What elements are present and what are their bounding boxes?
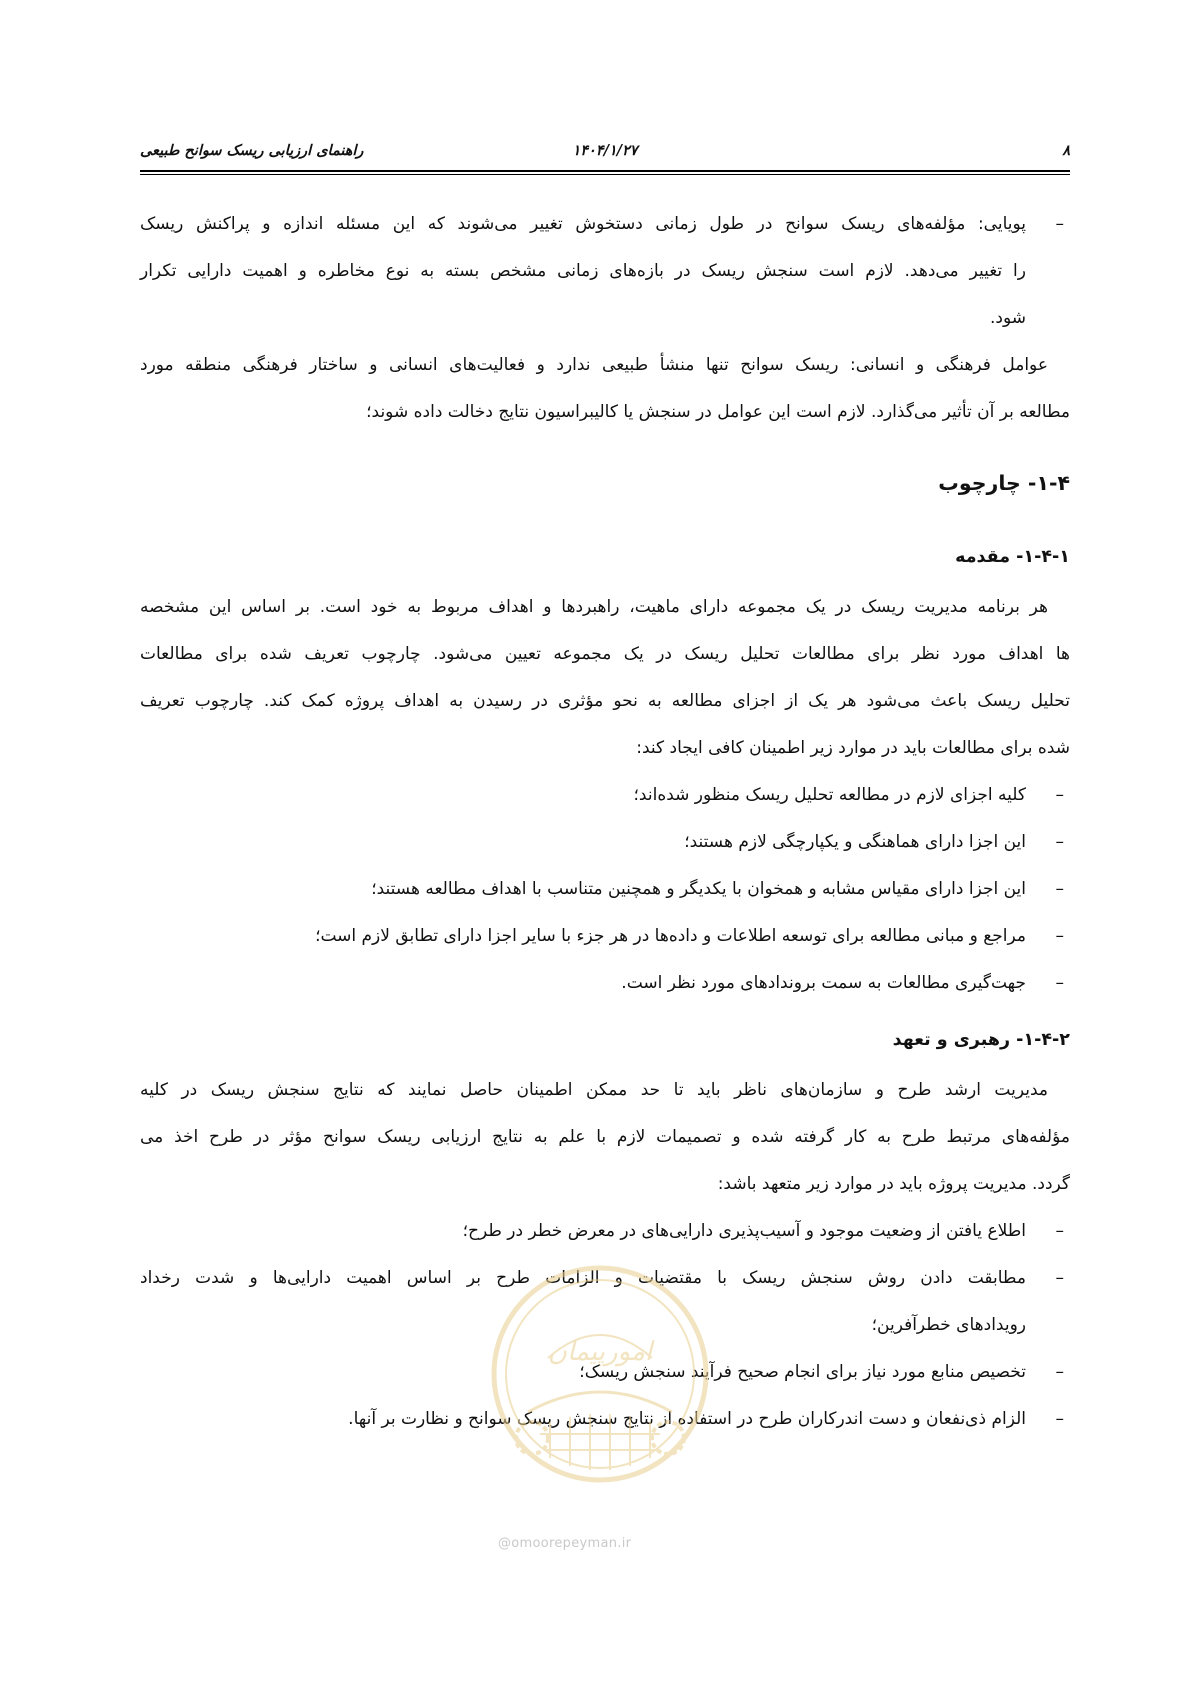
bullet-text: پویایی: مؤلفه‌های ریسک سوانح در طول زمانی دستخوش تغییر می‌شوند که این مسئله اندازه و پراکنش ریسک — [140, 214, 1026, 234]
bullet-text: این اجزا دارای مقیاس مشابه و همخوان با یکدیگر و همچنین متناسب با اهداف مطالعه هستند؛ — [371, 879, 1026, 899]
bullet-text: الزام ذی‌نفعان و دست اندرکاران طرح در استفاده از نتایج سنجش ریسک سوانح و نظارت بر آنها. — [348, 1409, 1026, 1429]
bullet-dash: – — [1055, 1362, 1064, 1382]
paragraph-text: مطالعه بر آن تأثیر می‌گذارد. لازم است این عوامل در سنجش یا کالیبراسیون نتایج دخالت داده شوند؛ — [366, 402, 1070, 422]
bullet-dash: – — [1055, 214, 1064, 234]
bullet-text: اطلاع یافتن از وضعیت موجود و آسیب‌پذیری دارایی‌های در معرض خطر در طرح؛ — [462, 1221, 1026, 1241]
watermark-url: @omoorepeyman.ir — [498, 1536, 632, 1551]
watermark-logo-text: امورپیمان — [547, 1337, 653, 1367]
paragraph-line — [140, 688, 1070, 735]
subsection-heading: ۱-۴-۱- مقدمه — [955, 547, 1070, 567]
page-header — [140, 138, 1070, 166]
paragraph-text: ها اهداف مورد نظر برای مطالعات تحلیل ریسک در یک مجموعه تعیین می‌شود. چارچوب تعریف شده برای مطالعات — [140, 644, 1070, 664]
bullet-dash: – — [1055, 1268, 1064, 1288]
bullet-item — [140, 923, 1070, 970]
paragraph-line — [140, 1171, 1070, 1218]
header-rule-thin — [140, 174, 1070, 175]
paragraph-line — [140, 735, 1070, 782]
header-rule-thick — [140, 170, 1070, 172]
bullet-text: مطابقت دادن روش سنجش ریسک با مقتضیات و الزامات طرح بر اساس اهمیت دارایی‌ها و شدت رخداد — [140, 1268, 1026, 1288]
paragraph-text: گردد. مدیریت پروژه باید در موارد زیر متعهد باشد: — [717, 1174, 1070, 1194]
bullet-dash: – — [1055, 926, 1064, 946]
bullet-dash: – — [1055, 832, 1064, 852]
watermark-logo — [488, 1262, 712, 1486]
header-date: ۱۴۰۴/۱/۲۷ — [572, 142, 638, 159]
bullet-text: تخصیص منابع مورد نیاز برای انجام صحیح فرآیند سنجش ریسک؛ — [579, 1362, 1026, 1382]
bullet-item — [140, 1218, 1070, 1265]
bullet-dash: – — [1055, 1221, 1064, 1241]
paragraph-text: شده برای مطالعات باید در موارد زیر اطمینان کافی ایجاد کند: — [636, 738, 1070, 758]
paragraph-text: هر برنامه مدیریت ریسک در یک مجموعه دارای ماهیت، راهبردها و اهداف مربوط به خود است. بر اساس این مشخصه — [140, 597, 1048, 617]
bullet-text: را تغییر می‌دهد. لازم است سنجش ریسک در بازه‌های زمانی مشخص بسته به نوع مخاطره و اهمیت دارایی تکرار — [140, 261, 1026, 281]
paragraph-line — [140, 1124, 1070, 1171]
paragraph-line — [140, 399, 1070, 446]
paragraph-text: مدیریت ارشد طرح و سازمان‌های ناظر باید تا حد ممکن اطمینان حاصل نمایند که نتایج سنجش ریسک در کلیه — [140, 1080, 1048, 1100]
paragraph-line — [140, 641, 1070, 688]
bullet-dash: – — [1055, 785, 1064, 805]
bullet-text: رویدادهای خطرآفرین؛ — [871, 1315, 1026, 1335]
section-heading: ۱-۴- چارچوب — [938, 471, 1070, 495]
bullet-dash: – — [1055, 879, 1064, 899]
bullet-item — [140, 829, 1070, 876]
bullet-item — [140, 211, 1070, 258]
paragraph-line — [140, 594, 1070, 641]
paragraph-text: مؤلفه‌های مرتبط طرح به کار گرفته شده و تصمیمات لازم با علم به نتایج ارزیابی ریسک سوانح مؤثر در طرح اخذ می — [140, 1127, 1070, 1147]
paragraph-text: تحلیل ریسک باعث می‌شود هر یک از اجزای مطالعه به نحو مؤثری در رسیدن به اهداف پروژه کمک کند. چارچوب تعریف — [140, 691, 1070, 711]
bullet-dash: – — [1055, 1409, 1064, 1429]
bullet-text: کلیه اجزای لازم در مطالعه تحلیل ریسک منظور شده‌اند؛ — [633, 785, 1026, 805]
paragraph-text: عوامل فرهنگی و انسانی: ریسک سوانح تنها منشأ طبیعی ندارد و فعالیت‌های انسانی و ساختار فرهنگی منطقه مورد — [140, 355, 1048, 375]
bullet-item — [140, 876, 1070, 923]
bullet-item — [140, 970, 1070, 1017]
bullet-text: این اجزا دارای هماهنگی و یکپارچگی لازم هستند؛ — [684, 832, 1026, 852]
bullet-item — [140, 782, 1070, 829]
bullet-continuation — [140, 305, 1070, 352]
bullet-text: مراجع و مبانی مطالعه برای توسعه اطلاعات و داده‌ها در هر جزء با سایر اجزا دارای تطابق لازم است؛ — [315, 926, 1026, 946]
paragraph-line — [140, 1077, 1070, 1124]
bullet-text: جهت‌گیری مطالعات به سمت بروندادهای مورد نظر است. — [621, 973, 1026, 993]
header-title: راهنمای ارزیابی ریسک سوانح طبیعی — [140, 142, 364, 159]
paragraph-line — [140, 352, 1070, 399]
subsection-heading: ۱-۴-۲- رهبری و تعهد — [892, 1030, 1070, 1050]
page-number: ۸ — [1062, 142, 1070, 159]
bullet-text: شود. — [989, 308, 1026, 328]
bullet-continuation — [140, 258, 1070, 305]
bullet-dash: – — [1055, 973, 1064, 993]
